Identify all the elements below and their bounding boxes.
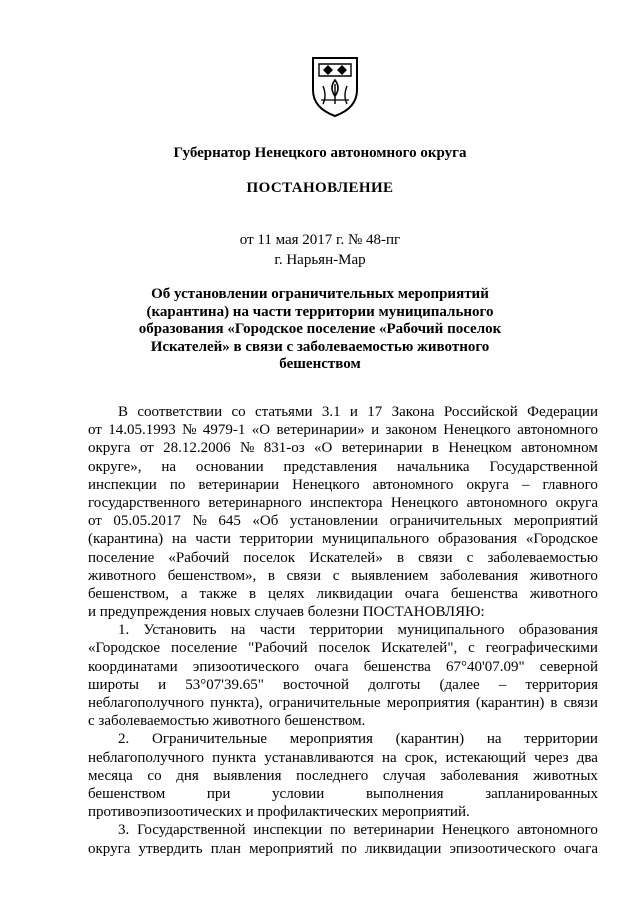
- body-line: и предупреждения новых случаев болезни ПОСТАНОВЛЯЮ:: [88, 604, 485, 621]
- body-line: округе», на основании представления начальника Государственной: [88, 458, 598, 475]
- document-date-number: от 11 мая 2017 г. № 48-пг: [239, 232, 401, 248]
- document-body: [88, 403, 598, 858]
- coat-of-arms-icon: [311, 56, 359, 118]
- subject-line: Об установлении ограничительных мероприятий: [151, 286, 489, 302]
- body-line: 2. Ограничительные мероприятия (карантин) на территории: [118, 731, 598, 748]
- body-line: округа утвердить план мероприятий по ликвидации эпизоотического очага: [88, 840, 598, 857]
- subject-line: бешенством: [279, 356, 361, 372]
- body-line: неблагополучного пункта), ограничительные мероприятия (карантин) в связи: [88, 695, 598, 711]
- body-line: координатами эпизоотического очага бешенства 67°40'07.09" северной: [88, 658, 598, 675]
- body-line: инспекции по ветеринарии Ненецкого автономного округа – главного: [88, 476, 598, 493]
- subject-line: Искателей» в связи с заболеваемостью животного: [150, 338, 490, 355]
- body-line: В соответствии со статьями 3.1 и 17 Закона Российской Федерации: [118, 404, 598, 420]
- body-line: (карантина) на части территории муниципального образования «Городское: [88, 531, 598, 548]
- document-place: г. Нарьян-Мар: [274, 252, 366, 268]
- body-line: широты и 53°07'39.65" восточной долготы (далее – территория: [88, 676, 598, 693]
- body-line: бешенством, а также в целях ликвидации очага бешенства животного: [88, 585, 598, 602]
- body-line: от 14.05.1993 № 4979-1 «О ветеринарии» и законом Ненецкого автономного: [88, 422, 598, 439]
- body-line: животного бешенством», в связи с выявлением заболевания животного: [88, 567, 598, 584]
- body-line: от 05.05.2017 № 645 «Об установлении ограничительных мероприятий: [88, 513, 598, 530]
- body-line: «Городское поселение "Рабочий поселок Искателей", с географическими: [88, 640, 598, 657]
- body-line: противоэпизоотических и профилактических мероприятий.: [88, 804, 470, 821]
- document-type-title: ПОСТАНОВЛЕНИЕ: [246, 180, 394, 196]
- body-line: поселение «Рабочий поселок Искателей» в связи с заболеваемостью: [88, 549, 598, 566]
- body-line: округа от 28.12.2006 № 831-оз «О ветеринарии в Ненецком автономном: [88, 440, 598, 457]
- body-line: государственного ветеринарного инспектора Ненецкого автономного округа: [88, 494, 598, 511]
- body-line: месяца со дня выявления последнего случая заболевания животных: [88, 767, 598, 784]
- body-line: 1. Установить на части территории муниципального образования: [118, 622, 598, 639]
- body-line: с заболеваемостью животного бешенством.: [88, 713, 366, 730]
- subject-line: (карантина) на части территории муниципального: [146, 303, 494, 320]
- document-subject: [0, 286, 640, 374]
- subject-line: образования «Городское поселение «Рабочий поселок: [138, 321, 502, 337]
- body-line: неблагополучного пункта устанавливаются на срок, истекающий через два: [88, 749, 598, 766]
- issuing-authority: Губернатор Ненецкого автономного округа: [173, 145, 467, 161]
- body-line: бешенством при условии выполнения запланированных: [88, 785, 598, 802]
- body-line: 3. Государственной инспекции по ветеринарии Ненецкого автономного: [118, 822, 598, 839]
